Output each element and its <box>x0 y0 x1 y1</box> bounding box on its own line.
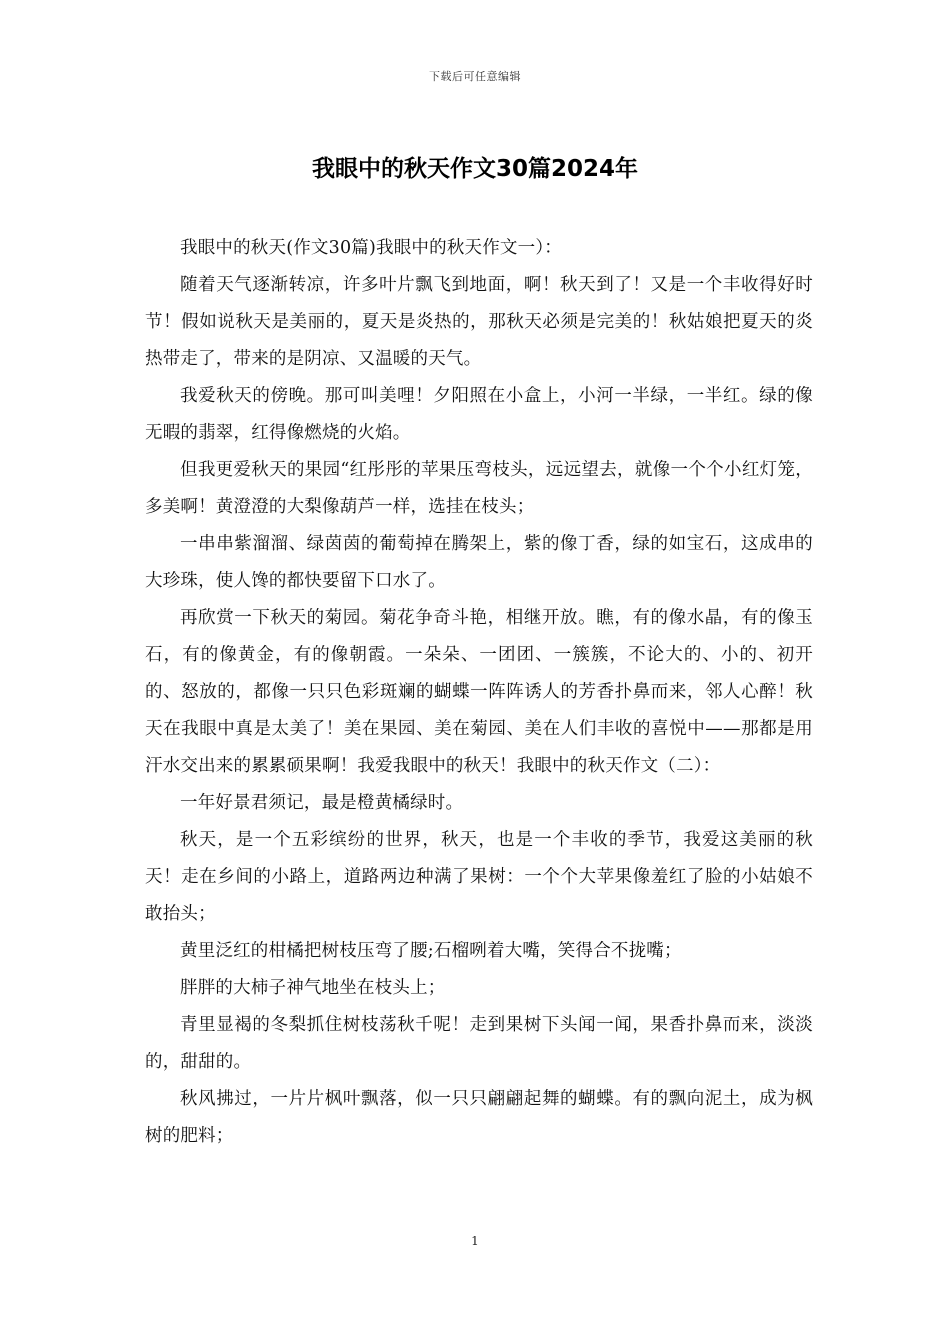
paragraph: 一年好景君须记，最是橙黄橘绿时。 <box>180 793 464 813</box>
paragraph: 再欣赏一下秋天的菊园。菊花争奇斗艳，相继开放。瞧，有的像水晶，有的像玉石，有的像黄金，有的像朝霞。一朵朵、一团团、一簇簇，不论大的、小的、初开的、怒放的，都像一只只色彩斑斓的蝴蝶一阵阵诱人的芳香扑鼻而来，邻人心醉！秋天在我眼中真是太美了！美在果园、美在菊园、美在人们丰收的喜悦中——那都是用汗水交出来的累累硕果啊！我爱我眼中的秋天！我眼中的秋天作文（二）： <box>145 608 813 776</box>
paragraph: 我眼中的秋天(作文30篇)我眼中的秋天作文一）： <box>180 238 562 258</box>
paragraph: 但我更爱秋天的果园“红彤彤的苹果压弯枝头，远远望去，就像一个个小红灯笼，多美啊！黄澄澄的大梨像葫芦一样，选挂在枝头； <box>145 460 813 517</box>
paragraph: 一串串紫溜溜、绿茵茵的葡萄掉在腾架上，紫的像丁香，绿的如宝石，这成串的大珍珠，使人馋的都快要留下口水了。 <box>145 534 813 591</box>
paragraph: 我爱秋天的傍晚。那可叫美哩！夕阳照在小盒上，小河一半绿，一半红。绿的像无暇的翡翠，红得像燃烧的火焰。 <box>145 386 813 443</box>
paragraph: 胖胖的大柿子神气地坐在枝头上； <box>180 978 446 998</box>
page-title: 我眼中的秋天作文30篇2024年 <box>311 156 639 182</box>
paragraph: 秋风拂过，一片片枫叶飘落，似一只只翩翩起舞的蝴蝶。有的飘向泥土，成为枫树的肥料； <box>145 1089 813 1146</box>
paragraph: 随着天气逐渐转凉，许多叶片飘飞到地面，啊！秋天到了！又是一个丰收得好时节！假如说秋天是美丽的，夏天是炎热的，那秋天必须是完美的！秋姑娘把夏天的炎热带走了，带来的是阴凉、又温暖的天气。 <box>145 275 813 369</box>
paragraph: 青里显褐的冬梨抓住树枝荡秋千呢！走到果树下头闻一闻，果香扑鼻而来，淡淡的，甜甜的。 <box>145 1015 813 1072</box>
header-note: 下载后可任意编辑 <box>429 70 521 83</box>
paragraph: 黄里泛红的柑橘把树枝压弯了腰;石榴咧着大嘴，笑得合不拢嘴； <box>180 941 682 961</box>
article-body <box>145 230 813 1155</box>
paragraph: 秋天，是一个五彩缤纷的世界，秋天，也是一个丰收的季节，我爱这美丽的秋天！走在乡间的小路上，道路两边种满了果树：一个个大苹果像羞红了脸的小姑娘不敢抬头； <box>145 830 813 924</box>
page-number: 1 <box>471 1234 479 1248</box>
